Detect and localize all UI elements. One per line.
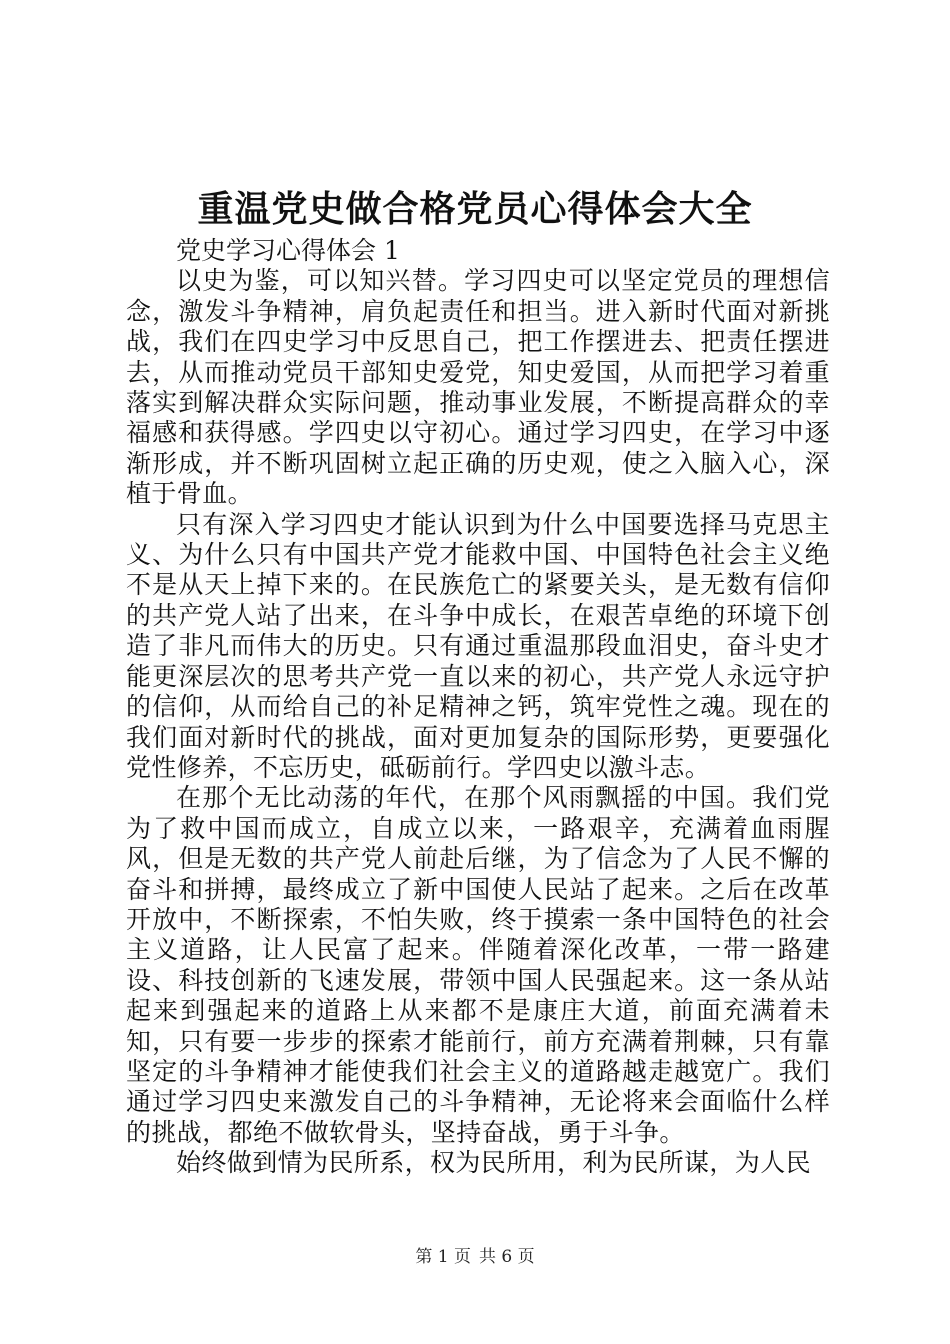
document-body	[126, 236, 830, 1179]
page-footer	[0, 1246, 950, 1268]
body-paragraph-3: 在那个无比动荡的年代，在那个风雨飘摇的中国。我们党为了救中国而成立，自成立以来，一路艰辛，充满着血雨腥风，但是无数的共产党人前赴后继，为了信念为了人民不懈的奋斗和拼搏，最终成立了新中国使人民站了起来。之后在改革开放中，不断探索，不怕失败，终于摸索一条中国特色的社会主义道路，让人民富了起来。伴随着深化改革，一带一路建设、科技创新的飞速发展，带领中国人民强起来。这一条从站起来到强起来的道路上从来都不是康庄大道，前面充满着未知，只有要一步步的探索才能前行，前方充满着荆棘，只有靠坚定的斗争精神才能使我们社会主义的道路越走越宽广。我们通过学习四史来激发自己的斗争精神，无论将来会面临什么样的挑战，都绝不做软骨头，坚持奋战，勇于斗争。	[126, 783, 830, 1147]
body-paragraph-1: 以史为鉴，可以知兴替。学习四史可以坚定党员的理想信念，激发斗争精神，肩负起责任和担当。进入新时代面对新挑战，我们在四史学习中反思自己，把工作摆进去、把责任摆进去，从而推动党员干部知史爱党，知史爱国，从而把学习着重落实到解决群众实际问题，推动事业发展，不断提高群众的幸福感和获得感。学四史以守初心。通过学习四史，在学习中逐渐形成，并不断巩固树立起正确的历史观，使之入脑入心，深植于骨血。	[126, 266, 830, 509]
document-title: 重温党史做合格党员心得体会大全	[197, 188, 753, 230]
body-paragraph-4: 始终做到情为民所系，权为民所用，利为民所谋，为人民	[176, 1148, 812, 1178]
page-total: 共 6 页	[479, 1247, 535, 1267]
body-paragraph-2: 只有深入学习四史才能认识到为什么中国要选择马克思主义、为什么只有中国共产党才能救中国、中国特色社会主义绝不是从天上掉下来的。在民族危亡的紧要关头，是无数有信仰的共产党人站了出来，在斗争中成长，在艰苦卓绝的环境下创造了非凡而伟大的历史。只有通过重温那段血泪史，奋斗史才能更深层次的思考共产党一直以来的初心，共产党人永远守护的信仰，从而给自己的补足精神之钙，筑牢党性之魂。现在的我们面对新时代的挑战，面对更加复杂的国际形势，更要强化党性修养，不忘历史，砥砺前行。学四史以激斗志。	[126, 509, 830, 782]
section-subheading: 党史学习心得体会 1	[176, 236, 400, 265]
page-number: 第 1 页	[415, 1247, 471, 1267]
